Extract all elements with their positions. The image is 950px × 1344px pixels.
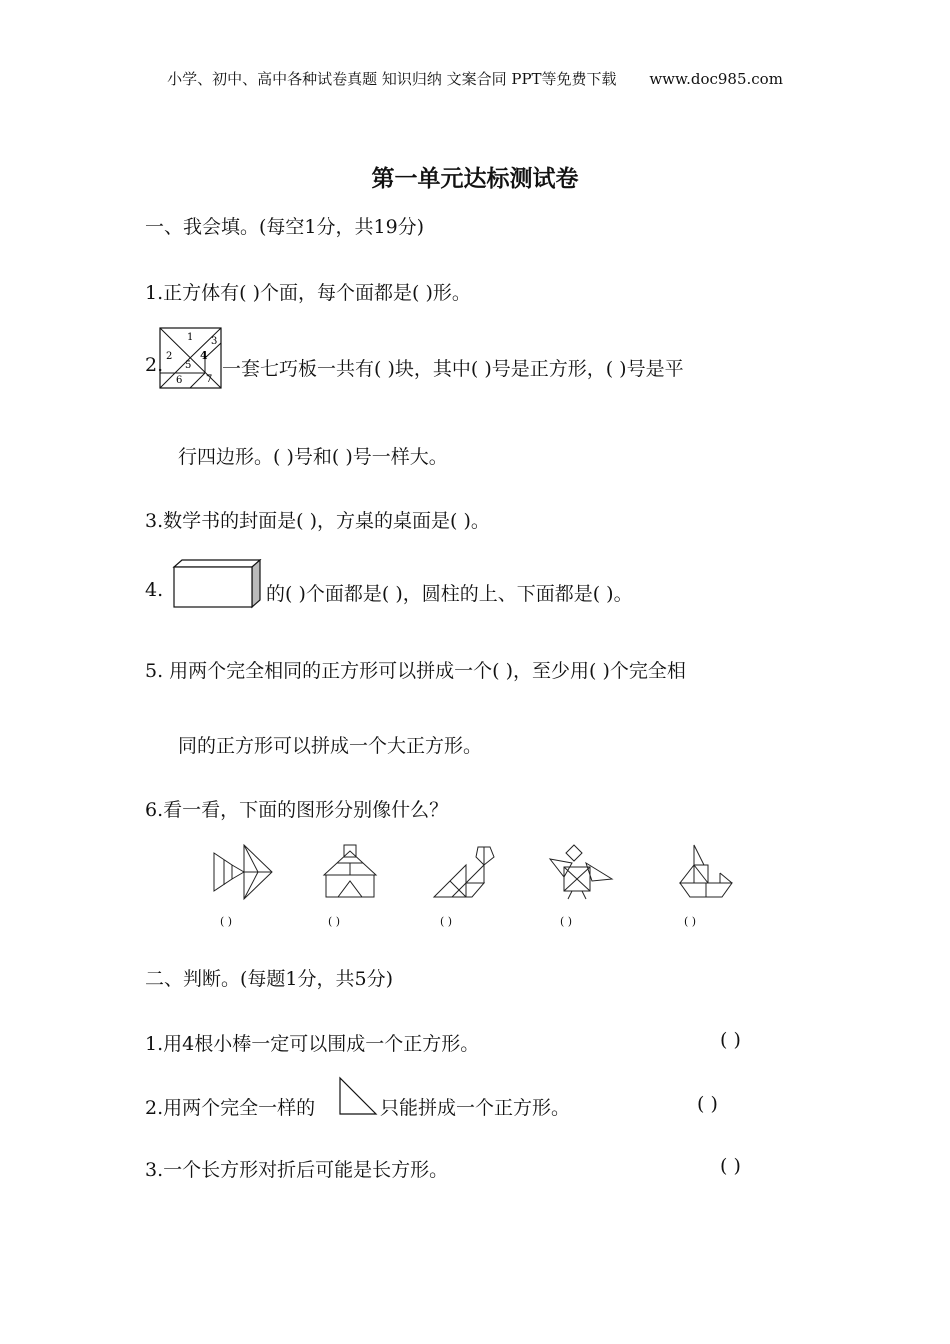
tangram-label-4: 4	[200, 349, 208, 362]
tangram-label-3: 3	[211, 336, 218, 347]
tangram-label-6: 6	[176, 375, 183, 386]
tangram-label-1: 1	[187, 332, 194, 343]
question-1-4-text: 的( )个面都是( )，圆柱的上、下面都是( )。	[266, 583, 633, 605]
judge-mark-2: ( )	[697, 1093, 718, 1115]
tangram-bird-figure	[546, 843, 616, 901]
answer-blank-2: ( )	[328, 915, 341, 928]
page-header	[0, 68, 950, 89]
judge-item-2-before: 2.用两个完全一样的	[145, 1097, 316, 1119]
judge-item-1: 1.用4根小棒一定可以围成一个正方形。	[145, 1033, 480, 1055]
question-1-1: 1.正方体有( )个面，每个面都是( )形。	[145, 282, 471, 304]
tangram-squirrel-figure	[432, 843, 496, 901]
question-1-4-number: 4.	[145, 579, 164, 601]
tangram-label-7: 7	[206, 374, 213, 385]
tangram-boat-figure	[672, 843, 736, 901]
header-text: 小学、初中、高中各种试卷真题 知识归纳 文案合同 PPT等免费下载	[167, 70, 617, 88]
answer-blank-4: ( )	[560, 915, 573, 928]
question-1-2-text: 一套七巧板一共有( )块，其中( )号是正方形，( )号是平	[222, 358, 684, 380]
judge-item-3: 3.一个长方形对折后可能是长方形。	[145, 1159, 449, 1181]
header-site: www.doc985.com	[649, 70, 783, 88]
tangram-fish-figure	[212, 843, 274, 901]
right-triangle-figure	[338, 1076, 378, 1116]
question-1-2-number: 2.	[145, 354, 164, 376]
tangram-house-figure	[322, 843, 380, 901]
page-title: 第一单元达标测试卷	[371, 166, 579, 192]
judge-item-2-after: 只能拼成一个正方形。	[380, 1097, 571, 1119]
judge-mark-3: ( )	[720, 1155, 741, 1177]
question-1-6: 6.看一看，下面的图形分别像什么？	[145, 799, 449, 821]
tangram-label-5: 5	[185, 360, 192, 371]
answer-blank-3: ( )	[440, 915, 453, 928]
question-1-2-continued: 行四边形。( )号和( )号一样大。	[178, 446, 448, 468]
question-1-5: 5. 用两个完全相同的正方形可以拼成一个( )，至少用( )个完全相	[145, 660, 686, 682]
tangram-label-2: 2	[166, 351, 173, 362]
cuboid-figure	[172, 559, 262, 609]
answer-blank-5: ( )	[684, 915, 697, 928]
question-1-3: 3.数学书的封面是( )，方桌的桌面是( )。	[145, 510, 490, 532]
tangram-figure	[159, 327, 222, 389]
section-1-heading: 一、我会填。(每空1分，共19分)	[145, 216, 425, 238]
answer-blank-1: ( )	[220, 915, 233, 928]
question-1-5-continued: 同的正方形可以拼成一个大正方形。	[178, 735, 483, 757]
judge-mark-1: ( )	[720, 1029, 741, 1051]
section-2-heading: 二、判断。(每题1分，共5分)	[145, 968, 394, 990]
